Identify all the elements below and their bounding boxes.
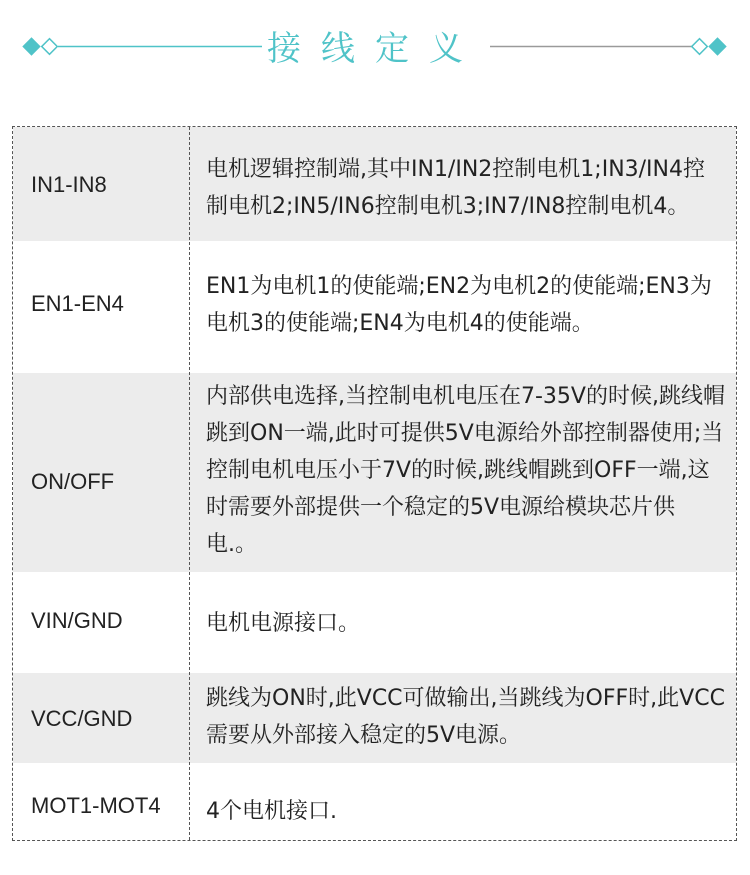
column-divider <box>189 127 190 840</box>
row-value: 电机逻辑控制端,其中IN1/IN2控制电机1;IN3/IN4控制电机2;IN5/IN6控制电机3;IN7/IN8控制电机4。 <box>206 157 705 219</box>
table-row <box>13 127 736 241</box>
right-filled-diamond-icon <box>708 37 726 55</box>
row-key: VCC/GND <box>31 706 133 731</box>
table-row <box>13 763 736 840</box>
left-outline-diamond-icon <box>42 39 58 55</box>
row-key: EN1-EN4 <box>31 291 124 316</box>
table-row <box>13 241 736 373</box>
row-value: 内部供电选择,当控制电机电压在7-35V的时候,跳线帽跳到ON一端,此时可提供5V电源给外部控制器使用;当控制电机电压小于7V的时候,跳线帽跳到OFF一端,这时需要外部提供一个稳定的5V电源给模块芯片供电.。 <box>206 384 725 557</box>
table-row <box>13 572 736 673</box>
table-row <box>13 673 736 763</box>
section-header <box>0 0 750 100</box>
page-title: 接线定义 <box>267 29 483 69</box>
right-outline-diamond-icon <box>692 39 708 55</box>
row-key: IN1-IN8 <box>31 172 107 197</box>
table-row <box>13 373 736 572</box>
row-value: EN1为电机1的使能端;EN2为电机2的使能端;EN3为电机3的使能端;EN4为电机4的使能端。 <box>206 274 712 336</box>
row-key: MOT1-MOT4 <box>31 793 161 818</box>
row-value: 4个电机接口. <box>206 799 337 824</box>
pin-definition-table <box>12 126 737 841</box>
row-key: VIN/GND <box>31 608 123 633</box>
left-filled-diamond-icon <box>22 37 40 55</box>
row-value: 电机电源接口。 <box>206 611 361 636</box>
row-value: 跳线为ON时,此VCC可做输出,当跳线为OFF时,此VCC需要从外部接入稳定的5V电源。 <box>206 686 725 748</box>
row-key: ON/OFF <box>31 469 115 494</box>
